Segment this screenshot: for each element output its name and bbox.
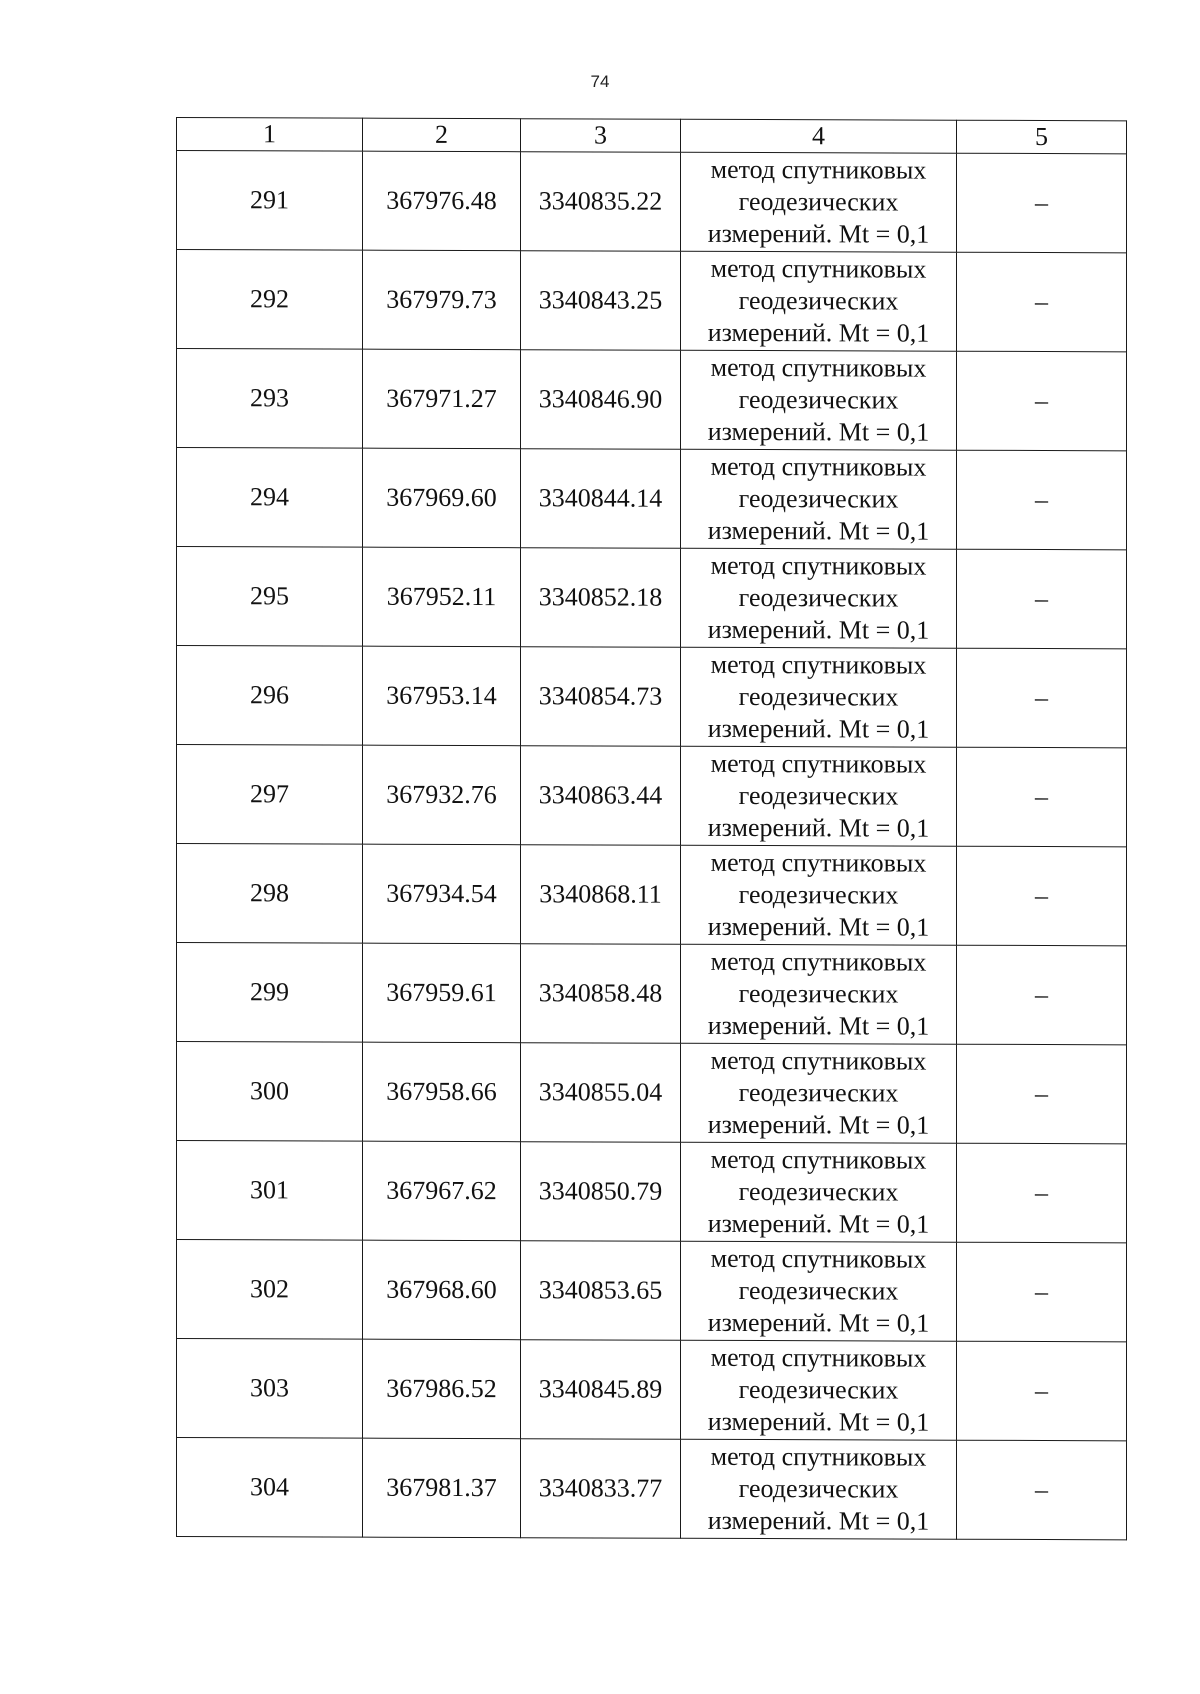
method-text-line: измерений. Mt = 0,1 [707, 1010, 930, 1041]
note-cell: – [957, 153, 1127, 253]
method-text-line: измерений. Mt = 0,1 [707, 614, 930, 645]
point-number-cell: 296 [177, 646, 363, 746]
method-text-line: метод спутниковых [710, 451, 927, 482]
method-cell [681, 1043, 957, 1143]
point-number-cell: 294 [177, 448, 363, 548]
x-coordinate-cell: 367979.73 [363, 250, 521, 350]
method-text-line: геодезических [738, 285, 899, 316]
y-coordinate-cell: 3340844.14 [521, 449, 681, 549]
method-cell [681, 152, 957, 252]
x-coordinate-cell: 367981.37 [363, 1438, 521, 1538]
method-text-line: геодезических [738, 681, 899, 712]
y-coordinate-cell: 3340852.18 [521, 548, 681, 648]
method-cell [681, 647, 957, 747]
method-cell [681, 350, 957, 450]
point-number-cell: 293 [177, 349, 363, 449]
point-number-cell: 295 [177, 547, 363, 647]
y-coordinate-cell: 3340850.79 [521, 1142, 681, 1242]
method-text-line: геодезических [738, 978, 899, 1009]
method-text-line: метод спутниковых [710, 352, 927, 383]
note-cell: – [957, 1242, 1127, 1342]
point-number-cell: 298 [177, 844, 363, 944]
note-cell: – [957, 351, 1127, 451]
x-coordinate-cell: 367976.48 [363, 151, 521, 251]
method-text-line: измерений. Mt = 0,1 [707, 515, 930, 546]
method-text-line: геодезических [738, 1275, 899, 1306]
method-text-line: геодезических [738, 879, 899, 910]
table-row [177, 943, 1127, 1045]
table-body [177, 151, 1127, 1540]
x-coordinate-cell: 367953.14 [363, 646, 521, 746]
page-number: 74 [590, 72, 610, 91]
table-row [177, 349, 1127, 451]
y-coordinate-cell: 3340854.73 [521, 647, 681, 747]
method-text-line: метод спутниковых [710, 1144, 927, 1175]
x-coordinate-cell: 367968.60 [363, 1240, 521, 1340]
table-row [177, 745, 1127, 847]
table-header-row [177, 118, 1127, 154]
method-cell [681, 251, 957, 351]
method-text-line: геодезических [738, 1176, 899, 1207]
note-cell: – [957, 1044, 1127, 1144]
method-text-line: измерений. Mt = 0,1 [707, 1109, 930, 1140]
method-text-line: метод спутниковых [710, 1441, 927, 1472]
table-row [177, 547, 1127, 649]
column-header-4: 4 [681, 119, 957, 153]
y-coordinate-cell: 3340863.44 [521, 746, 681, 846]
method-cell [681, 1142, 957, 1242]
note-cell: – [957, 549, 1127, 649]
x-coordinate-cell: 367958.66 [363, 1042, 521, 1142]
note-cell: – [957, 648, 1127, 748]
x-coordinate-cell: 367969.60 [363, 448, 521, 548]
method-text-line: геодезических [738, 1077, 899, 1108]
method-cell [681, 746, 957, 846]
method-cell [681, 449, 957, 549]
table-header [177, 118, 1127, 154]
method-text-line: метод спутниковых [710, 649, 927, 680]
method-text-line: геодезических [738, 384, 899, 415]
table-row [177, 844, 1127, 946]
method-text-line: измерений. Mt = 0,1 [707, 812, 930, 843]
y-coordinate-cell: 3340858.48 [521, 944, 681, 1044]
column-header-2: 2 [363, 118, 521, 152]
y-coordinate-cell: 3340868.11 [521, 845, 681, 945]
method-text-line: метод спутниковых [710, 1045, 927, 1076]
note-cell: – [957, 1341, 1127, 1441]
table-row [177, 250, 1127, 352]
method-text-line: геодезических [738, 1374, 899, 1405]
table-row [177, 151, 1127, 253]
x-coordinate-cell: 367952.11 [363, 547, 521, 647]
method-cell [681, 845, 957, 945]
method-cell [681, 944, 957, 1044]
method-text-line: метод спутниковых [710, 154, 927, 185]
y-coordinate-cell: 3340846.90 [521, 350, 681, 450]
column-header-5: 5 [957, 120, 1127, 154]
method-text-line: геодезических [738, 483, 899, 514]
x-coordinate-cell: 367934.54 [363, 844, 521, 944]
method-text-line: геодезических [738, 582, 899, 613]
y-coordinate-cell: 3340853.65 [521, 1241, 681, 1341]
y-coordinate-cell: 3340845.89 [521, 1340, 681, 1440]
table-row [177, 1339, 1127, 1441]
method-text-line: метод спутниковых [710, 1243, 927, 1274]
coordinates-table [176, 117, 1127, 1540]
point-number-cell: 304 [177, 1438, 363, 1538]
note-cell: – [957, 1143, 1127, 1243]
point-number-cell: 291 [177, 151, 363, 251]
y-coordinate-cell: 3340833.77 [521, 1439, 681, 1539]
note-cell: – [957, 945, 1127, 1045]
note-cell: – [957, 747, 1127, 847]
method-text-line: геодезических [738, 780, 899, 811]
table-row [177, 1240, 1127, 1342]
column-header-3: 3 [521, 119, 681, 153]
method-cell [681, 1340, 957, 1440]
method-text-line: измерений. Mt = 0,1 [707, 713, 930, 744]
table-row [177, 448, 1127, 550]
method-text-line: измерений. Mt = 0,1 [707, 911, 930, 942]
table-row [177, 646, 1127, 748]
method-text-line: метод спутниковых [710, 253, 927, 284]
column-header-1: 1 [177, 118, 363, 152]
method-cell [681, 548, 957, 648]
point-number-cell: 303 [177, 1339, 363, 1439]
x-coordinate-cell: 367959.61 [363, 943, 521, 1043]
y-coordinate-cell: 3340835.22 [521, 152, 681, 252]
point-number-cell: 292 [177, 250, 363, 350]
method-text-line: измерений. Mt = 0,1 [707, 1406, 930, 1437]
method-text-line: метод спутниковых [710, 847, 927, 878]
y-coordinate-cell: 3340843.25 [521, 251, 681, 351]
table-row [177, 1438, 1127, 1540]
method-text-line: измерений. Mt = 0,1 [707, 1307, 930, 1338]
method-text-line: измерений. Mt = 0,1 [707, 218, 930, 249]
method-text-line: метод спутниковых [710, 748, 927, 779]
method-text-line: измерений. Mt = 0,1 [707, 416, 930, 447]
method-cell [681, 1439, 957, 1539]
x-coordinate-cell: 367932.76 [363, 745, 521, 845]
method-text-line: измерений. Mt = 0,1 [707, 1505, 930, 1536]
table-row [177, 1141, 1127, 1243]
point-number-cell: 299 [177, 943, 363, 1043]
point-number-cell: 301 [177, 1141, 363, 1241]
x-coordinate-cell: 367971.27 [363, 349, 521, 449]
method-text-line: геодезических [738, 1473, 899, 1504]
table-row [177, 1042, 1127, 1144]
point-number-cell: 297 [177, 745, 363, 845]
note-cell: – [957, 252, 1127, 352]
note-cell: – [957, 450, 1127, 550]
y-coordinate-cell: 3340855.04 [521, 1043, 681, 1143]
method-text-line: метод спутниковых [710, 946, 927, 977]
x-coordinate-cell: 367986.52 [363, 1339, 521, 1439]
method-text-line: измерений. Mt = 0,1 [707, 1208, 930, 1239]
method-text-line: метод спутниковых [710, 550, 927, 581]
method-text-line: измерений. Mt = 0,1 [707, 317, 930, 348]
point-number-cell: 302 [177, 1240, 363, 1340]
method-text-line: геодезических [738, 186, 899, 217]
note-cell: – [957, 1440, 1127, 1540]
note-cell: – [957, 846, 1127, 946]
point-number-cell: 300 [177, 1042, 363, 1142]
method-text-line: метод спутниковых [710, 1342, 927, 1373]
x-coordinate-cell: 367967.62 [363, 1141, 521, 1241]
method-cell [681, 1241, 957, 1341]
